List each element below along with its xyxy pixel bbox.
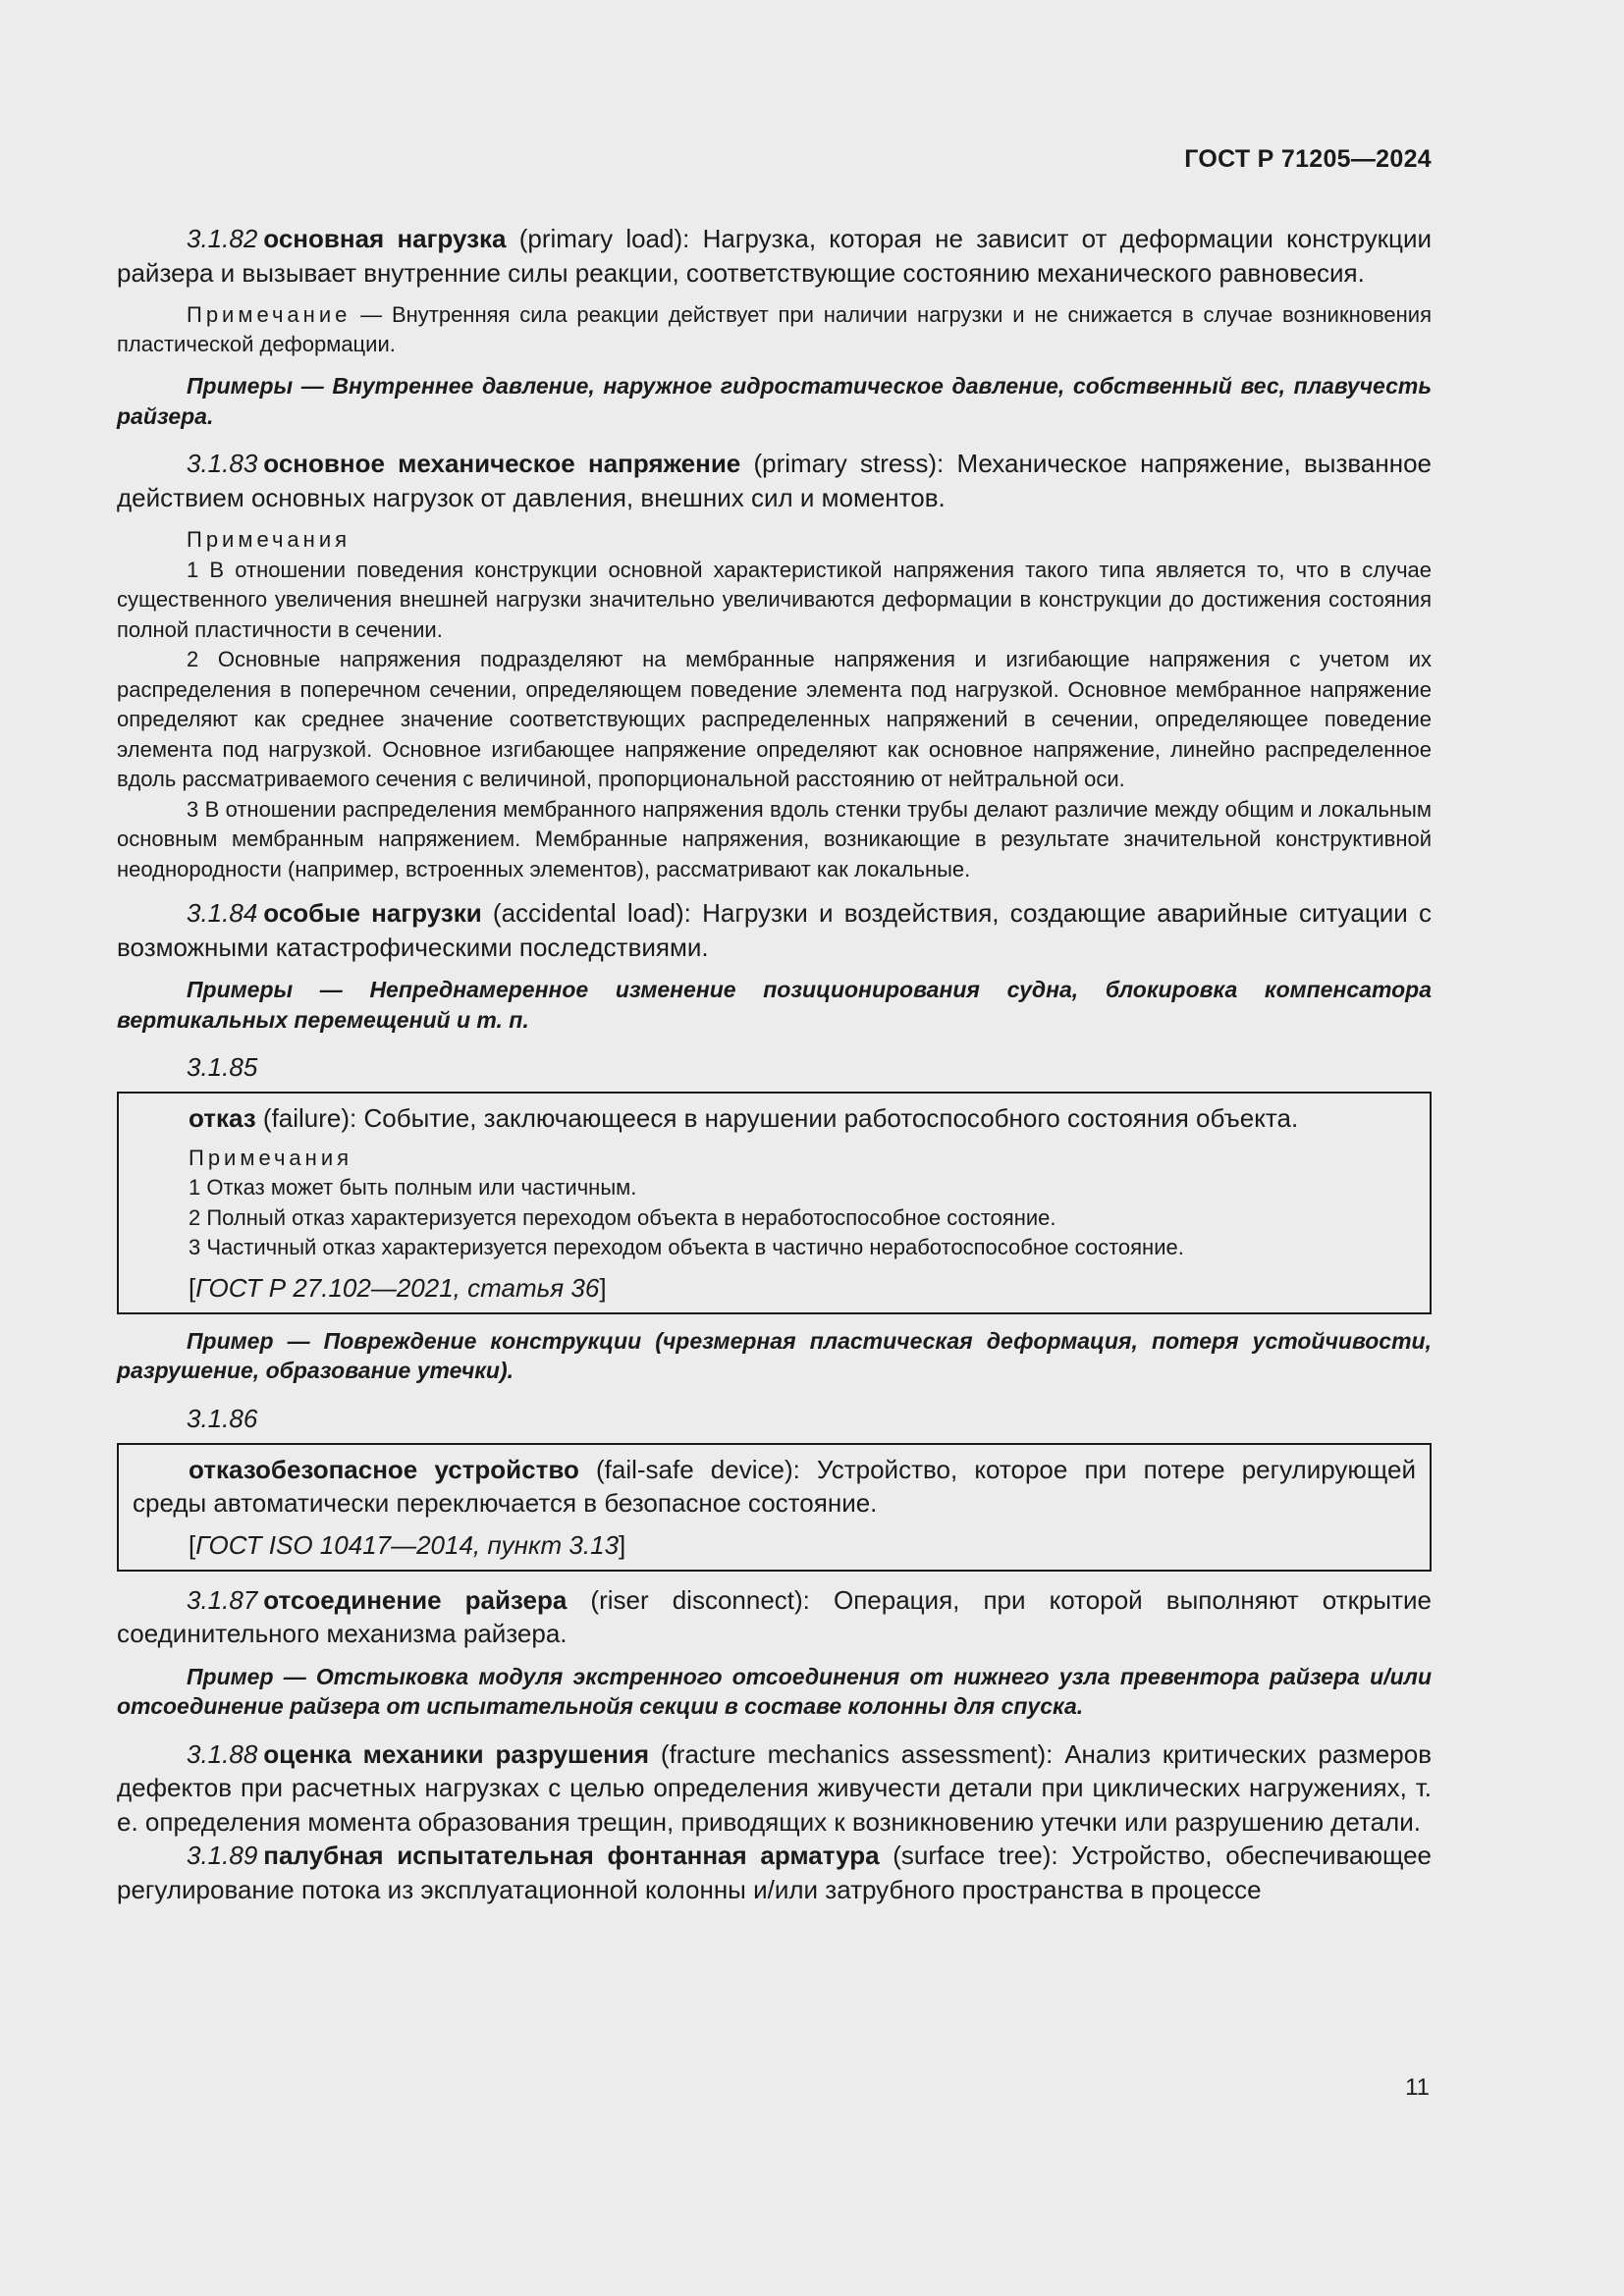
clause-notes bbox=[117, 525, 1432, 884]
note-item: 1 В отношении поведения конструкции основной характеристикой напряжения такого типа является то, что в случае существенного увеличения внешней нагрузки значительно увеличиваются деформации в конструкции до достижения состояния полной пластичности в сечении. bbox=[117, 557, 1432, 642]
clause-3-1-87 bbox=[117, 1583, 1432, 1651]
bracket-open: [ bbox=[189, 1272, 196, 1303]
source-reference bbox=[133, 1528, 1416, 1562]
quoted-definition-box bbox=[117, 1092, 1432, 1314]
clause-number: 3.1.89 bbox=[187, 1841, 258, 1870]
clause-3-1-82 bbox=[117, 222, 1432, 290]
clause-term: основная нагрузка bbox=[263, 224, 507, 253]
clause-number: 3.1.84 bbox=[187, 898, 258, 928]
clause-example: Пример — Повреждение конструкции (чрезмерная пластическая деформация, потеря устойчивости, разрушение, образование утечки). bbox=[117, 1327, 1432, 1383]
source-reference bbox=[133, 1271, 1416, 1305]
clause-note bbox=[117, 300, 1432, 359]
clause-number-3-1-85: 3.1.85 bbox=[187, 1052, 258, 1082]
clause-text: (primary load): Нагрузка, которая не зависит от деформации конструкции райзера и вызывает внутренние силы реакции, соответствующие состоянию механического равновесия. bbox=[117, 224, 1432, 288]
page-content bbox=[117, 222, 1432, 1917]
clause-term: оценка механики разрушения bbox=[263, 1738, 650, 1769]
note-label: Примечание bbox=[187, 302, 352, 327]
clause-term: палубная испытательная фонтанная арматура bbox=[263, 1841, 880, 1870]
clause-3-1-84 bbox=[117, 896, 1432, 964]
quoted-definition-box bbox=[117, 1443, 1432, 1572]
clause-3-1-86 bbox=[133, 1453, 1416, 1521]
bracket-open: [ bbox=[189, 1529, 196, 1560]
clause-3-1-85 bbox=[133, 1101, 1416, 1136]
document-header: ГОСТ Р 71205—2024 bbox=[1184, 145, 1432, 173]
note-item: 3 Частичный отказ характеризуется переходом объекта в частично неработоспособное состояние. bbox=[189, 1235, 1184, 1259]
clause-text: (primary stress): Механическое напряжение, вызванное действием основных нагрузок от давления, внешних сил и моментов. bbox=[117, 449, 1432, 512]
clause-term: отказобезопасное устройство bbox=[189, 1454, 579, 1484]
clause-text: (riser disconnect): Операция, при которой выполняют открытие соединительного механизма райзера. bbox=[117, 1584, 1432, 1648]
clause-term: особые нагрузки bbox=[263, 898, 482, 928]
clause-example: Примеры — Непреднамеренное изменение позиционирования судна, блокировка компенсатора вертикальных перемещений и т. п. bbox=[117, 977, 1432, 1033]
clause-text: (failure): Событие, заключающееся в нарушении работоспособного состояния объекта. bbox=[255, 1103, 1299, 1133]
page-number: 11 bbox=[1405, 2074, 1430, 2101]
source-text: ГОСТ ISO 10417—2014, пункт 3.13 bbox=[195, 1529, 620, 1560]
clause-term: отказ bbox=[189, 1103, 256, 1133]
clause-text: (fail-safe device): Устройство, которое при потере регулирующей среды автоматически переключается в безопасное состояние. bbox=[133, 1454, 1416, 1518]
clause-number: 3.1.88 bbox=[187, 1738, 258, 1769]
source-text: ГОСТ Р 27.102—2021, статья 36 bbox=[195, 1272, 600, 1303]
clause-number: 3.1.82 bbox=[187, 224, 258, 253]
clause-3-1-89 bbox=[117, 1839, 1432, 1906]
note-item: 2 Полный отказ характеризуется переходом объекта в неработоспособное состояние. bbox=[189, 1204, 1056, 1230]
clause-number: 3.1.83 bbox=[187, 449, 258, 478]
clause-text: (accidental load): Нагрузки и воздействия, создающие аварийные ситуации с возможными катастрофическими последствиями. bbox=[117, 898, 1433, 962]
note-item: 1 Отказ может быть полным или частичным. bbox=[189, 1175, 637, 1200]
clause-example: Примеры — Внутреннее давление, наружное гидростатическое давление, собственный вес, плавучесть райзера. bbox=[117, 373, 1432, 429]
notes-label: Примечания bbox=[189, 1145, 353, 1170]
clause-3-1-83 bbox=[117, 447, 1432, 514]
clause-text: (fracture mechanics assessment): Анализ критических размеров дефектов при расчетных нагрузках с целью определения живучести детали при циклических нагружениях, т. е. определения момента образования трещин, приводящих к возникновению утечки или разрушению детали. bbox=[117, 1738, 1433, 1837]
clause-number-3-1-86: 3.1.86 bbox=[187, 1403, 258, 1433]
clause-example: Пример — Отстыковка модуля экстренного отсоединения от нижнего узла превентора райзера и/или отсоединение райзера от испытательнойя секции в составе колонны для спуска. bbox=[117, 1663, 1432, 1719]
note-item: 2 Основные напряжения подразделяют на мембранные напряжения и изгибающие напряжения с учетом их распределения в поперечном сечении, определяющем поведение элемента под нагрузкой. Основное мембранное напряжение определяют как среднее значение соответствующих распределенных напряжений в сечении, определяющее поведение элемента под нагрузкой. Основное изгибающее напряжение определяют как основное напряжение, линейно распределенное вдоль рассматриваемого сечения с величиной, пропорциональной расстоянию от нейтральной оси. bbox=[117, 647, 1432, 791]
notes-label: Примечания bbox=[187, 527, 352, 552]
clause-notes bbox=[133, 1144, 1416, 1263]
note-item: 3 В отношении распределения мембранного напряжения вдоль стенки трубы делают различие между общим и локальным основным мембранным напряжением. Мембранные напряжения, возникающие в результате значительной конструктивной неоднородности (например, встроенных элементов), рассматривают как локальные. bbox=[117, 796, 1432, 881]
bracket-close: ] bbox=[599, 1272, 607, 1303]
clause-term: отсоединение райзера bbox=[263, 1584, 568, 1615]
clause-term: основное механическое напряжение bbox=[263, 449, 741, 478]
clause-number: 3.1.87 bbox=[187, 1584, 258, 1615]
bracket-close: ] bbox=[619, 1529, 626, 1560]
clause-text: (surface tree): Устройство, обеспечивающее регулирование потока из эксплуатационной колонны и/или затрубного пространства в процессе bbox=[117, 1841, 1432, 1904]
clause-3-1-88 bbox=[117, 1737, 1432, 1840]
note-text: — Внутренняя сила реакции действует при наличии нагрузки и не снижается в случае возникновения пластической деформации. bbox=[117, 302, 1432, 356]
